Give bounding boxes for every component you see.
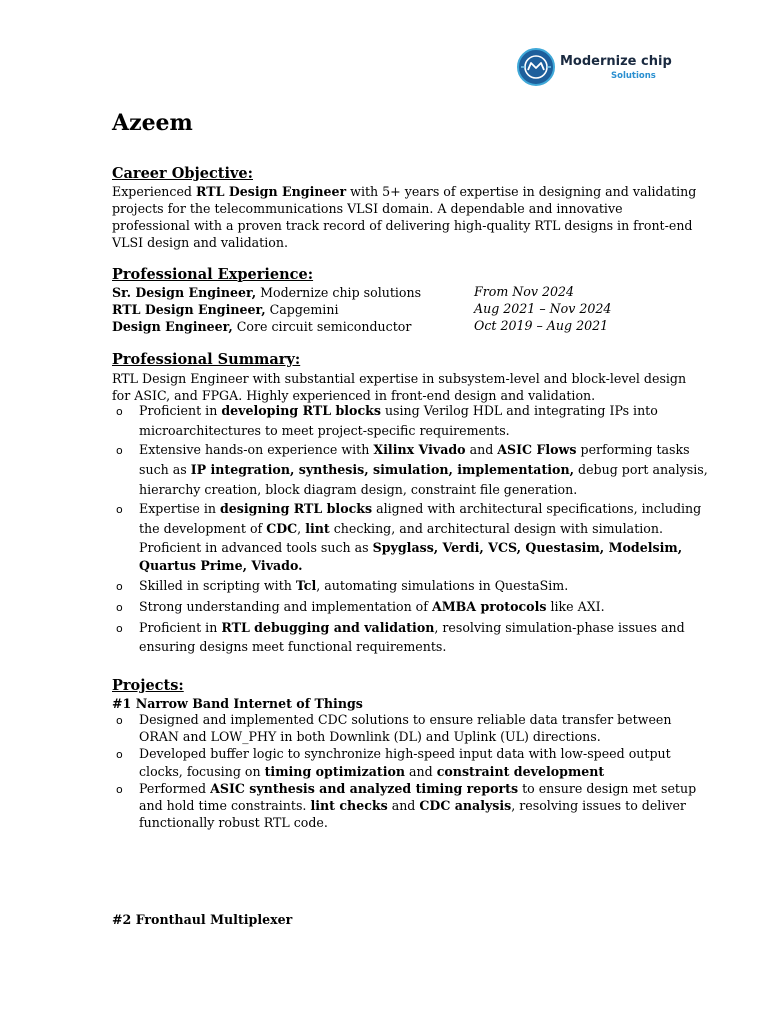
objective-line: VLSI design and validation. bbox=[112, 235, 288, 250]
summary-intro-line: RTL Design Engineer with substantial expertise in subsystem-level and block-level design bbox=[112, 371, 687, 386]
bullet-text-line: functionally robust RTL code. bbox=[139, 815, 328, 830]
bullet-marker: o bbox=[116, 714, 123, 727]
bullet-text-line: Expertise in designing RTL blocks aligned with architectural specifications, including bbox=[139, 501, 702, 516]
bullet-text-line: the development of CDC, lint checking, and architectural design with simulation. bbox=[139, 521, 663, 536]
bullet-marker: o bbox=[116, 580, 123, 593]
bullet-marker: o bbox=[116, 622, 123, 635]
bullet-text-line: hierarchy creation, block diagram design, constraint file generation. bbox=[139, 482, 578, 497]
bullet-text-line: microarchitectures to meet project-specific requirements. bbox=[139, 423, 510, 438]
bullet-marker: o bbox=[116, 748, 123, 761]
bullet-text-line: such as IP integration, synthesis, simulation, implementation, debug port analysis, bbox=[139, 462, 708, 477]
job-dates: From Nov 2024 bbox=[474, 284, 575, 299]
company-name: Modernize chip solutions bbox=[256, 285, 422, 300]
bullet-text-line: Developed buffer logic to synchronize high-speed input data with low-speed output bbox=[139, 746, 671, 761]
job-dates: Aug 2021 – Nov 2024 bbox=[474, 301, 612, 316]
projects-heading: Projects: bbox=[112, 677, 184, 694]
bullet-text-line: Designed and implemented CDC solutions to ensure reliable data transfer between bbox=[139, 712, 672, 727]
company-logo bbox=[517, 48, 672, 88]
candidate-name: Azeem bbox=[112, 110, 193, 136]
bullet-text-line: Quartus Prime, Vivado. bbox=[139, 558, 303, 573]
objective-line: Experienced RTL Design Engineer with 5+ years of expertise in designing and validating bbox=[112, 184, 697, 199]
bullet-text-line: Proficient in RTL debugging and validation, resolving simulation-phase issues and bbox=[139, 620, 685, 635]
company-name: Capgemini bbox=[265, 302, 339, 317]
bullet-text-line: Proficient in developing RTL blocks using Verilog HDL and integrating IPs into bbox=[139, 403, 658, 418]
bullet-marker: o bbox=[116, 405, 123, 418]
bullet-marker: o bbox=[116, 783, 123, 796]
summary-heading: Professional Summary: bbox=[112, 351, 301, 368]
project-title: #2 Fronthaul Multiplexer bbox=[112, 912, 293, 927]
logo-name: Modernize chip bbox=[560, 54, 672, 69]
career-objective-text bbox=[112, 183, 697, 251]
chip-circle-icon bbox=[517, 48, 555, 86]
job-title: RTL Design Engineer, bbox=[112, 302, 266, 317]
job-dates: Oct 2019 – Aug 2021 bbox=[474, 318, 609, 333]
experience-heading: Professional Experience: bbox=[112, 266, 314, 283]
project-title: #1 Narrow Band Internet of Things bbox=[112, 696, 363, 711]
job-title: Design Engineer, bbox=[112, 319, 233, 334]
bullet-text-line: Proficient in advanced tools such as Spyglass, Verdi, VCS, Questasim, Modelsim, bbox=[139, 540, 683, 555]
objective-line: professional with a proven track record of delivering high-quality RTL designs in front-end bbox=[112, 218, 693, 233]
summary-intro-line: for ASIC, and FPGA. Highly experienced in front-end design and validation. bbox=[112, 388, 596, 403]
bullet-text-line: Skilled in scripting with Tcl, automating simulations in QuestaSim. bbox=[139, 578, 569, 593]
bullet-marker: o bbox=[116, 601, 123, 614]
bullet-text-line: and hold time constraints. lint checks and CDC analysis, resolving issues to deliver bbox=[139, 798, 686, 813]
bullet-text-line: Performed ASIC synthesis and analyzed timing reports to ensure design met setup bbox=[139, 781, 697, 796]
bullet-text-line: ensuring designs meet functional requirements. bbox=[139, 639, 447, 654]
bullet-text-line: Strong understanding and implementation of AMBA protocols like AXI. bbox=[139, 599, 605, 614]
logo-sub: Solutions bbox=[611, 71, 656, 81]
bullet-marker: o bbox=[116, 444, 123, 457]
summary-intro bbox=[112, 370, 687, 404]
bullet-text-line: clocks, focusing on timing optimization and constraint development bbox=[139, 764, 605, 779]
bullet-text-line: ORAN and LOW_PHY in both Downlink (DL) and Uplink (UL) directions. bbox=[139, 729, 601, 744]
objective-line: projects for the telecommunications VLSI domain. A dependable and innovative bbox=[112, 201, 623, 216]
company-name: Core circuit semiconductor bbox=[232, 319, 412, 334]
job-title: Sr. Design Engineer, bbox=[112, 285, 257, 300]
bullet-text-line: Extensive hands-on experience with Xilinx Vivado and ASIC Flows performing tasks bbox=[139, 442, 690, 457]
bullet-marker: o bbox=[116, 503, 123, 516]
career-objective-heading: Career Objective: bbox=[112, 165, 253, 182]
